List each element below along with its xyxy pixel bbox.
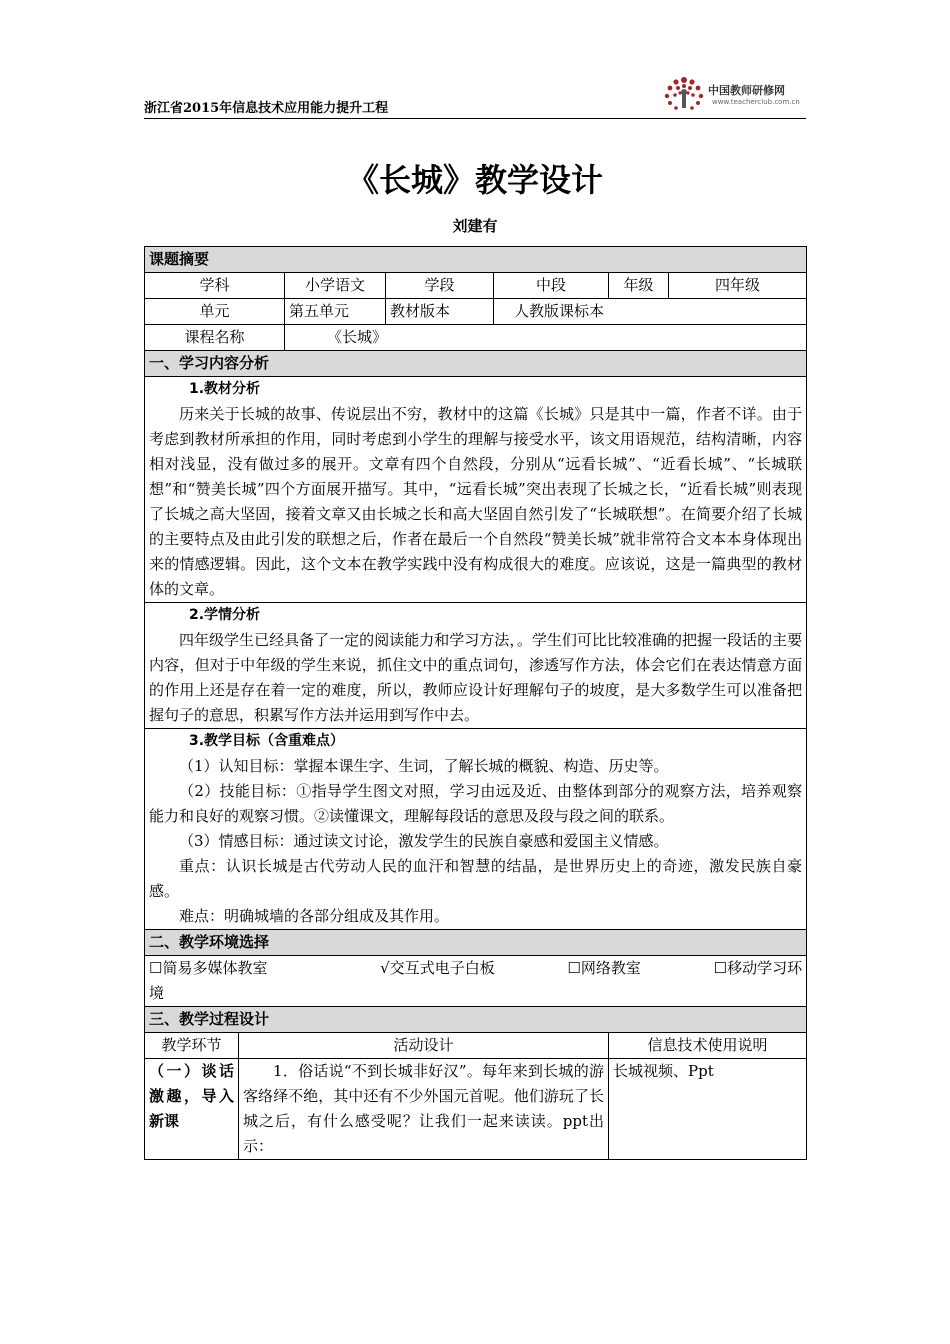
edition-label: 教材版本 [386,299,494,325]
col-tech-header: 信息技术使用说明 [609,1033,807,1059]
edition-value: 人教版课标本 [494,299,807,325]
textbook-title: 1.教材分析 [189,381,261,397]
section3-heading: 三、教学过程设计 [145,1007,807,1033]
summary-heading: 课题摘要 [145,247,807,273]
stage-value: 中段 [494,273,609,299]
difficulty-point: 难点：明确城墙的各部分组成及其作用。 [179,907,450,925]
row1-tech: 长城视频、Ppt [609,1059,807,1160]
env-option-network[interactable]: ☐网络教室 [567,959,641,977]
page-title: 《长城》教学设计 [346,161,603,199]
summary-row-2 [145,299,807,325]
summary-row-1 [145,273,807,299]
env-option-multimedia[interactable]: ☐简易多媒体教室 [149,959,268,977]
process-header-row [145,1033,807,1059]
author: 刘建有 [452,217,498,235]
page-header [144,68,806,119]
row1-activity: 1．俗话说“不到长城非好汉”。每年来到长城的游客络绎不绝，其中还有不少外国元首呢。他们游玩了长城之后，有什么感受呢？让我们一起来读读。ppt出示： [239,1059,609,1160]
stage-label: 学段 [386,273,494,299]
goals-title: 3.教学目标（含重难点） [189,733,345,749]
section1-heading: 一、学习内容分析 [145,351,807,377]
logo-flower-icon [656,72,712,112]
goal-1: （1）认知目标：掌握本课生字、生词，了解长城的概貌、构造、历史等。 [179,757,669,775]
lesson-plan-table [144,246,807,1160]
subject-value: 小学语文 [285,273,386,299]
learner-analysis [145,603,807,729]
section2-heading: 二、教学环境选择 [145,930,807,956]
grade-value: 四年级 [669,273,807,299]
unit-label: 单元 [145,299,285,325]
key-point: 重点：认识长城是古代劳动人民的血汗和智慧的结晶，是世界历史上的奇迹，激发民族自豪感。 [149,857,803,900]
teaching-goals [145,729,807,930]
process-row-1 [145,1059,807,1160]
unit-value: 第五单元 [285,299,386,325]
env-option-mobile[interactable]: ☐移动学习环 [713,959,803,977]
header-text: 浙江省2015年信息技术应用能力提升工程 [144,101,389,116]
goal-3: （3）情感目标：通过读文讨论，激发学生的民族自豪感和爱国主义情感。 [179,832,669,850]
course-value: 《长城》 [285,325,807,351]
textbook-analysis [145,377,807,603]
learner-title: 2.学情分析 [189,607,261,623]
logo-name: 中国教师研修网 [708,84,785,97]
learner-text: 四年级学生已经具备了一定的阅读能力和学习方法，。学生们可比比较准确的把握一段话的主要内容，但对于中年级的学生来说，抓住文中的重点词句，渗透写作方法，体会它们在表达情意方面的作用上还是存在着一定的难度，所以，教师应设计好理解句子的坡度，是大多数学生可以准备把握句子的意思，积累写作方法并运用到写作中去。 [149,631,803,724]
env-option-whiteboard[interactable]: √交互式电子白板 [380,959,495,977]
env-option-mobile-wrap: 境 [149,984,165,1002]
col-stage-header: 教学环节 [145,1033,239,1059]
col-activity-header: 活动设计 [239,1033,609,1059]
logo [656,70,800,116]
textbook-text: 历来关于长城的故事、传说层出不穷，教材中的这篇《长城》只是其中一篇，作者不详。由于考虑到教材所承担的作用，同时考虑到小学生的理解与接受水平，该文用语规范，结构清晰，内容相对浅显，没有做过多的展开。文章有四个自然段，分别从“远看长城”、“近看长城”、“长城联想”和“赞美长城”四个方面展开描写。其中，“远看长城”突出表现了长城之长，“近看长城”则表现了长城之高大坚固，接着文章又由长城之长和高大坚固自然引发了“长城联想”。在简要介绍了长城的主要特点及由此引发的联想之后，作者在最后一个自然段“赞美长城”就非常符合文本本身体现出来的情感逻辑。因此，这个文本在教学实践中没有构成很大的难度。应该说，这是一篇典型的教材体的文章。 [149,405,803,598]
subject-label: 学科 [145,273,285,299]
logo-url: www.teacherclub.com.cn [712,98,800,106]
goal-2: （2）技能目标：①指导学生图文对照，学习由远及近、由整体到部分的观察方法，培养观察能力和良好的观察习惯。②读懂课文，理解每段话的意思及段与段之间的联系。 [149,782,803,825]
grade-label: 年级 [609,273,669,299]
row1-stage: （一）谈话激趣，导入新课 [145,1059,239,1160]
course-label: 课程名称 [145,325,285,351]
environment-options [145,956,807,1007]
summary-row-3 [145,325,807,351]
